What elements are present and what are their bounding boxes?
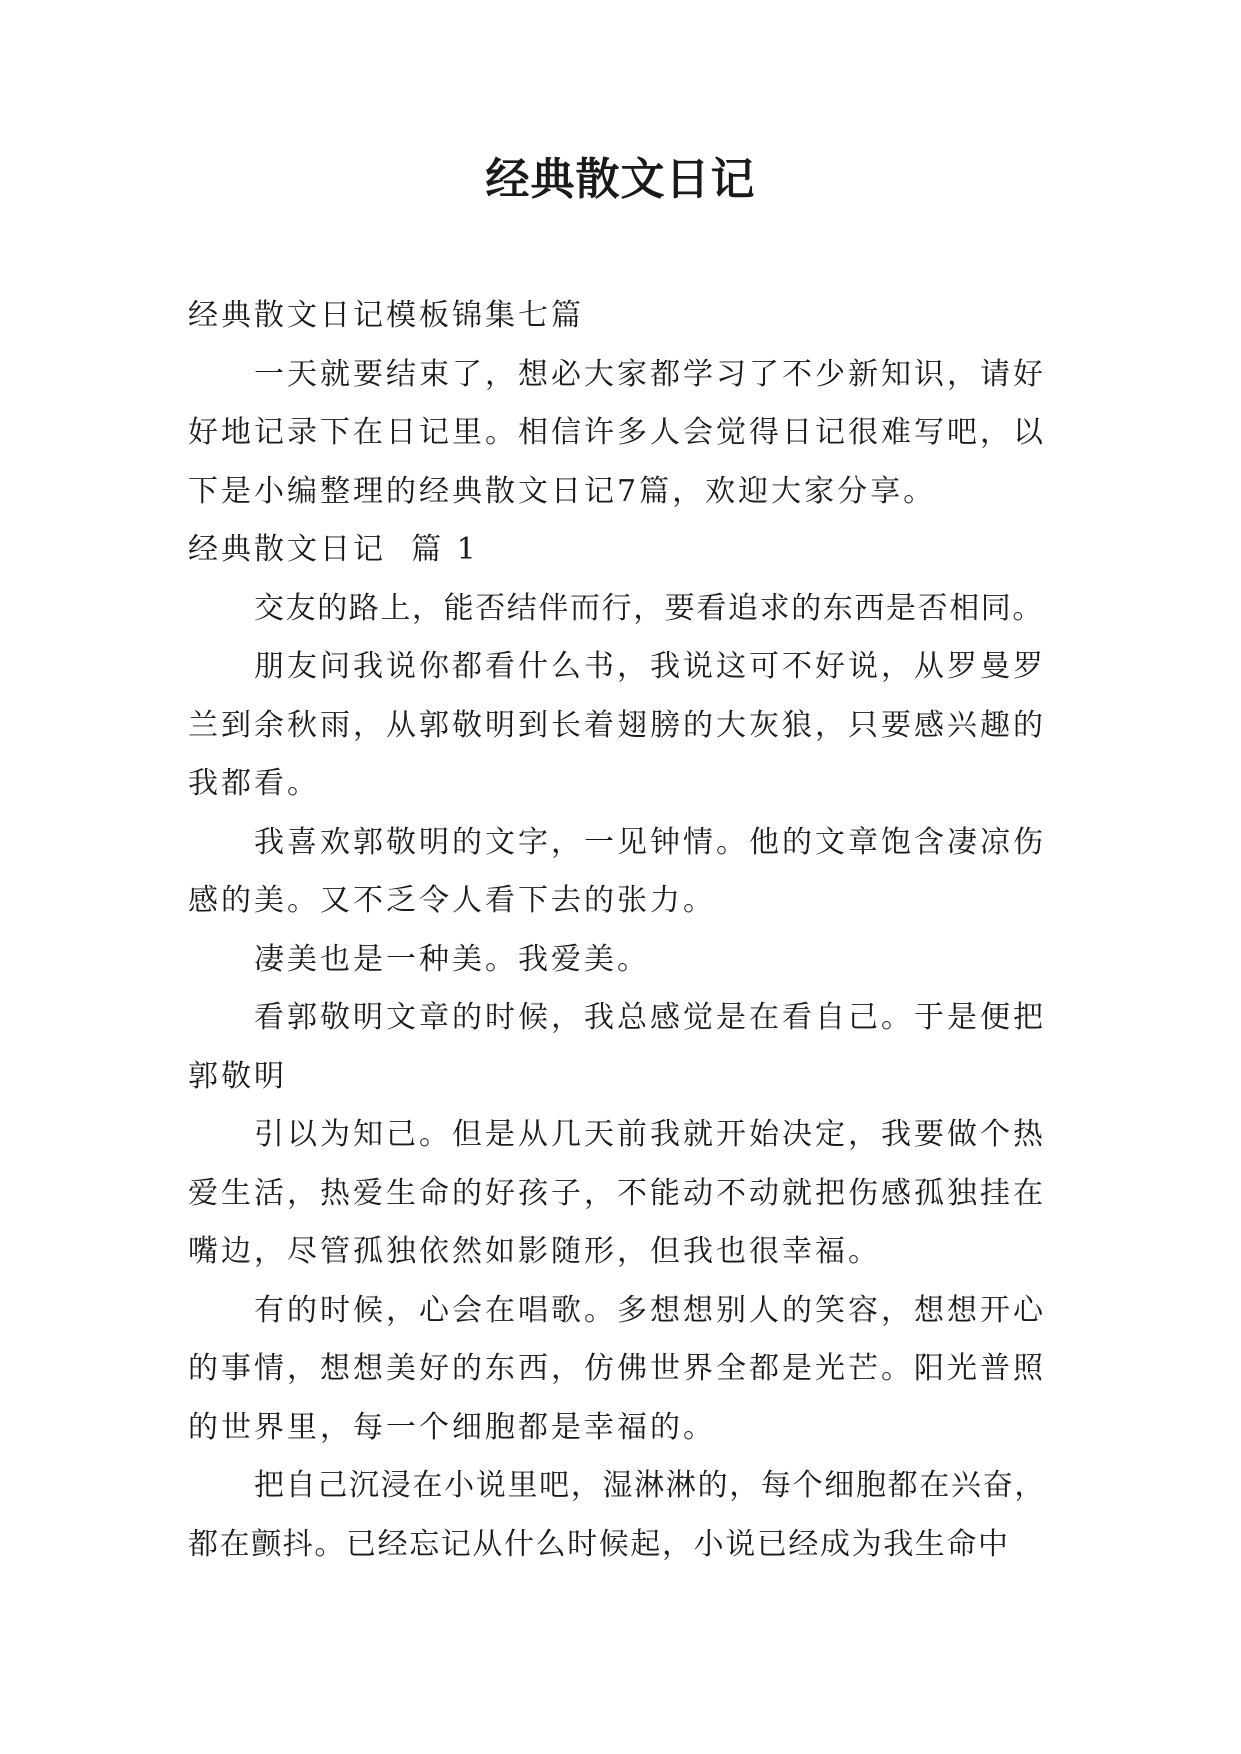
document-body — [188, 287, 1046, 1574]
body-paragraph: 我喜欢郭敬明的文字，一见钟情。他的文章饱含凄凉伤感的美。又不乏令人看下去的张力。 — [188, 824, 1046, 918]
body-paragraph: 引以为知己。但是从几天前我就开始决定，我要做个热爱生活，热爱生命的好孩子，不能动不动就把伤感孤独挂在嘴边，尽管孤独依然如影随形，但我也很幸福。 — [188, 1117, 1046, 1269]
intro-paragraph: 一天就要结束了，想必大家都学习了不少新知识，请好好地记录下在日记里。相信许多人会觉得日记很难写吧，以下是小编整理的经典散文日记7篇，欢迎大家分享。 — [188, 356, 1046, 509]
document-subtitle: 经典散文日记模板锦集七篇 — [188, 298, 584, 333]
body-paragraph: 凄美也是一种美。我爱美。 — [254, 941, 650, 977]
body-paragraph: 朋友问我说你都看什么书，我说这可不好说，从罗曼罗兰到余秋雨，从郭敬明到长着翅膀的大灰狼，只要感兴趣的我都看。 — [188, 649, 1046, 801]
body-paragraph: 把自己沉浸在小说里吧，湿淋淋的，每个细胞都在兴奋，都在颤抖。已经忘记从什么时候起，小说已经成为我生命中 — [188, 1468, 1046, 1562]
document-title: 经典散文日记 — [485, 154, 756, 205]
section-heading: 经典散文日记 篇 1 — [188, 532, 479, 567]
body-paragraph: 看郭敬明文章的时候，我总感觉是在看自己。于是便把郭敬明 — [188, 1000, 1046, 1094]
body-paragraph: 交友的路上，能否结伴而行，要看追求的东西是否相同。 — [254, 590, 1044, 626]
body-paragraph: 有的时候，心会在唱歌。多想想别人的笑容，想想开心的事情，想想美好的东西，仿佛世界全都是光芒。阳光普照的世界里，每一个细胞都是幸福的。 — [188, 1292, 1046, 1445]
